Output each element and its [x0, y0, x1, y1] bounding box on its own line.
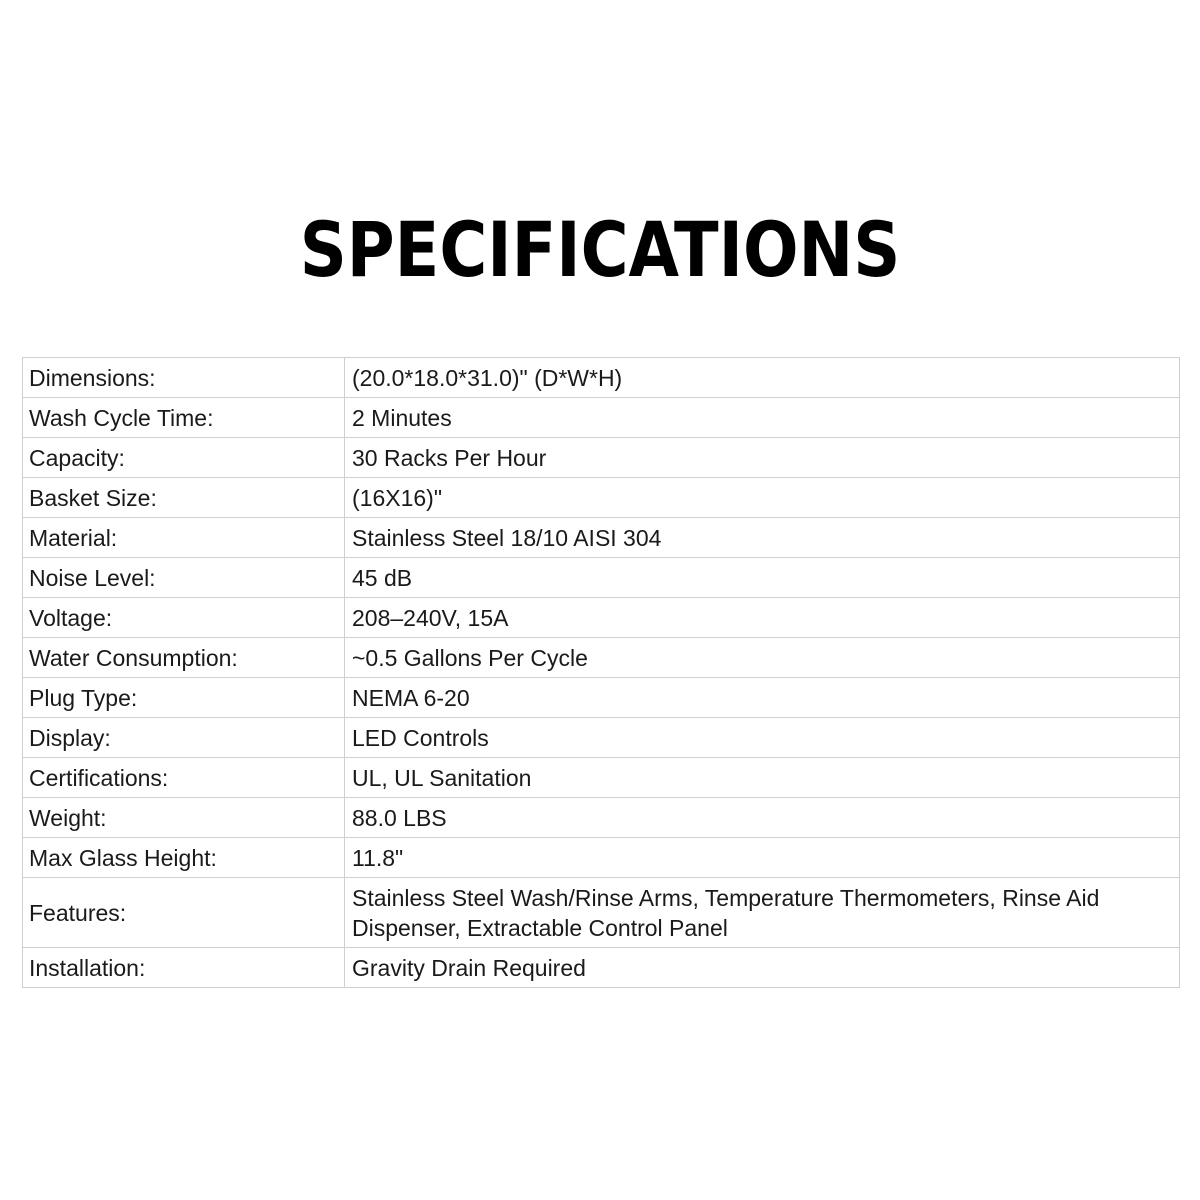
spec-label: Wash Cycle Time:: [23, 398, 345, 438]
spec-value: (16X16)": [345, 478, 1180, 518]
spec-label: Basket Size:: [23, 478, 345, 518]
table-row: [23, 948, 1180, 988]
spec-label: Dimensions:: [23, 358, 345, 398]
table-row: [23, 598, 1180, 638]
spec-value: 11.8": [345, 838, 1180, 878]
spec-label: Material:: [23, 518, 345, 558]
spec-value: 208–240V, 15A: [345, 598, 1180, 638]
spec-value: 45 dB: [345, 558, 1180, 598]
spec-label: Noise Level:: [23, 558, 345, 598]
spec-value: Stainless Steel 18/10 AISI 304: [345, 518, 1180, 558]
spec-value: (20.0*18.0*31.0)" (D*W*H): [345, 358, 1180, 398]
spec-value: NEMA 6-20: [345, 678, 1180, 718]
table-row: [23, 878, 1180, 948]
spec-value: Gravity Drain Required: [345, 948, 1180, 988]
table-row: [23, 438, 1180, 478]
specifications-table: [22, 357, 1180, 988]
spec-value: 30 Racks Per Hour: [345, 438, 1180, 478]
spec-label: Installation:: [23, 948, 345, 988]
table-row: [23, 718, 1180, 758]
spec-value: 88.0 LBS: [345, 798, 1180, 838]
page-title: SPECIFICATIONS: [299, 205, 901, 294]
spec-label: Voltage:: [23, 598, 345, 638]
table-row: [23, 758, 1180, 798]
spec-value: ~0.5 Gallons Per Cycle: [345, 638, 1180, 678]
spec-value: 2 Minutes: [345, 398, 1180, 438]
spec-label: Capacity:: [23, 438, 345, 478]
table-row: [23, 518, 1180, 558]
table-row: [23, 398, 1180, 438]
spec-label: Max Glass Height:: [23, 838, 345, 878]
spec-value: UL, UL Sanitation: [345, 758, 1180, 798]
table-row: [23, 838, 1180, 878]
spec-label: Display:: [23, 718, 345, 758]
table-row: [23, 358, 1180, 398]
spec-value: Stainless Steel Wash/Rinse Arms, Temperature Thermometers, Rinse Aid Dispenser, Extractable Control Panel: [345, 878, 1180, 948]
table-row: [23, 678, 1180, 718]
table-row: [23, 478, 1180, 518]
table-row: [23, 638, 1180, 678]
spec-label: Weight:: [23, 798, 345, 838]
spec-value: LED Controls: [345, 718, 1180, 758]
spec-label: Features:: [23, 878, 345, 948]
table-row: [23, 558, 1180, 598]
spec-label: Water Consumption:: [23, 638, 345, 678]
spec-label: Plug Type:: [23, 678, 345, 718]
table-row: [23, 798, 1180, 838]
spec-label: Certifications:: [23, 758, 345, 798]
